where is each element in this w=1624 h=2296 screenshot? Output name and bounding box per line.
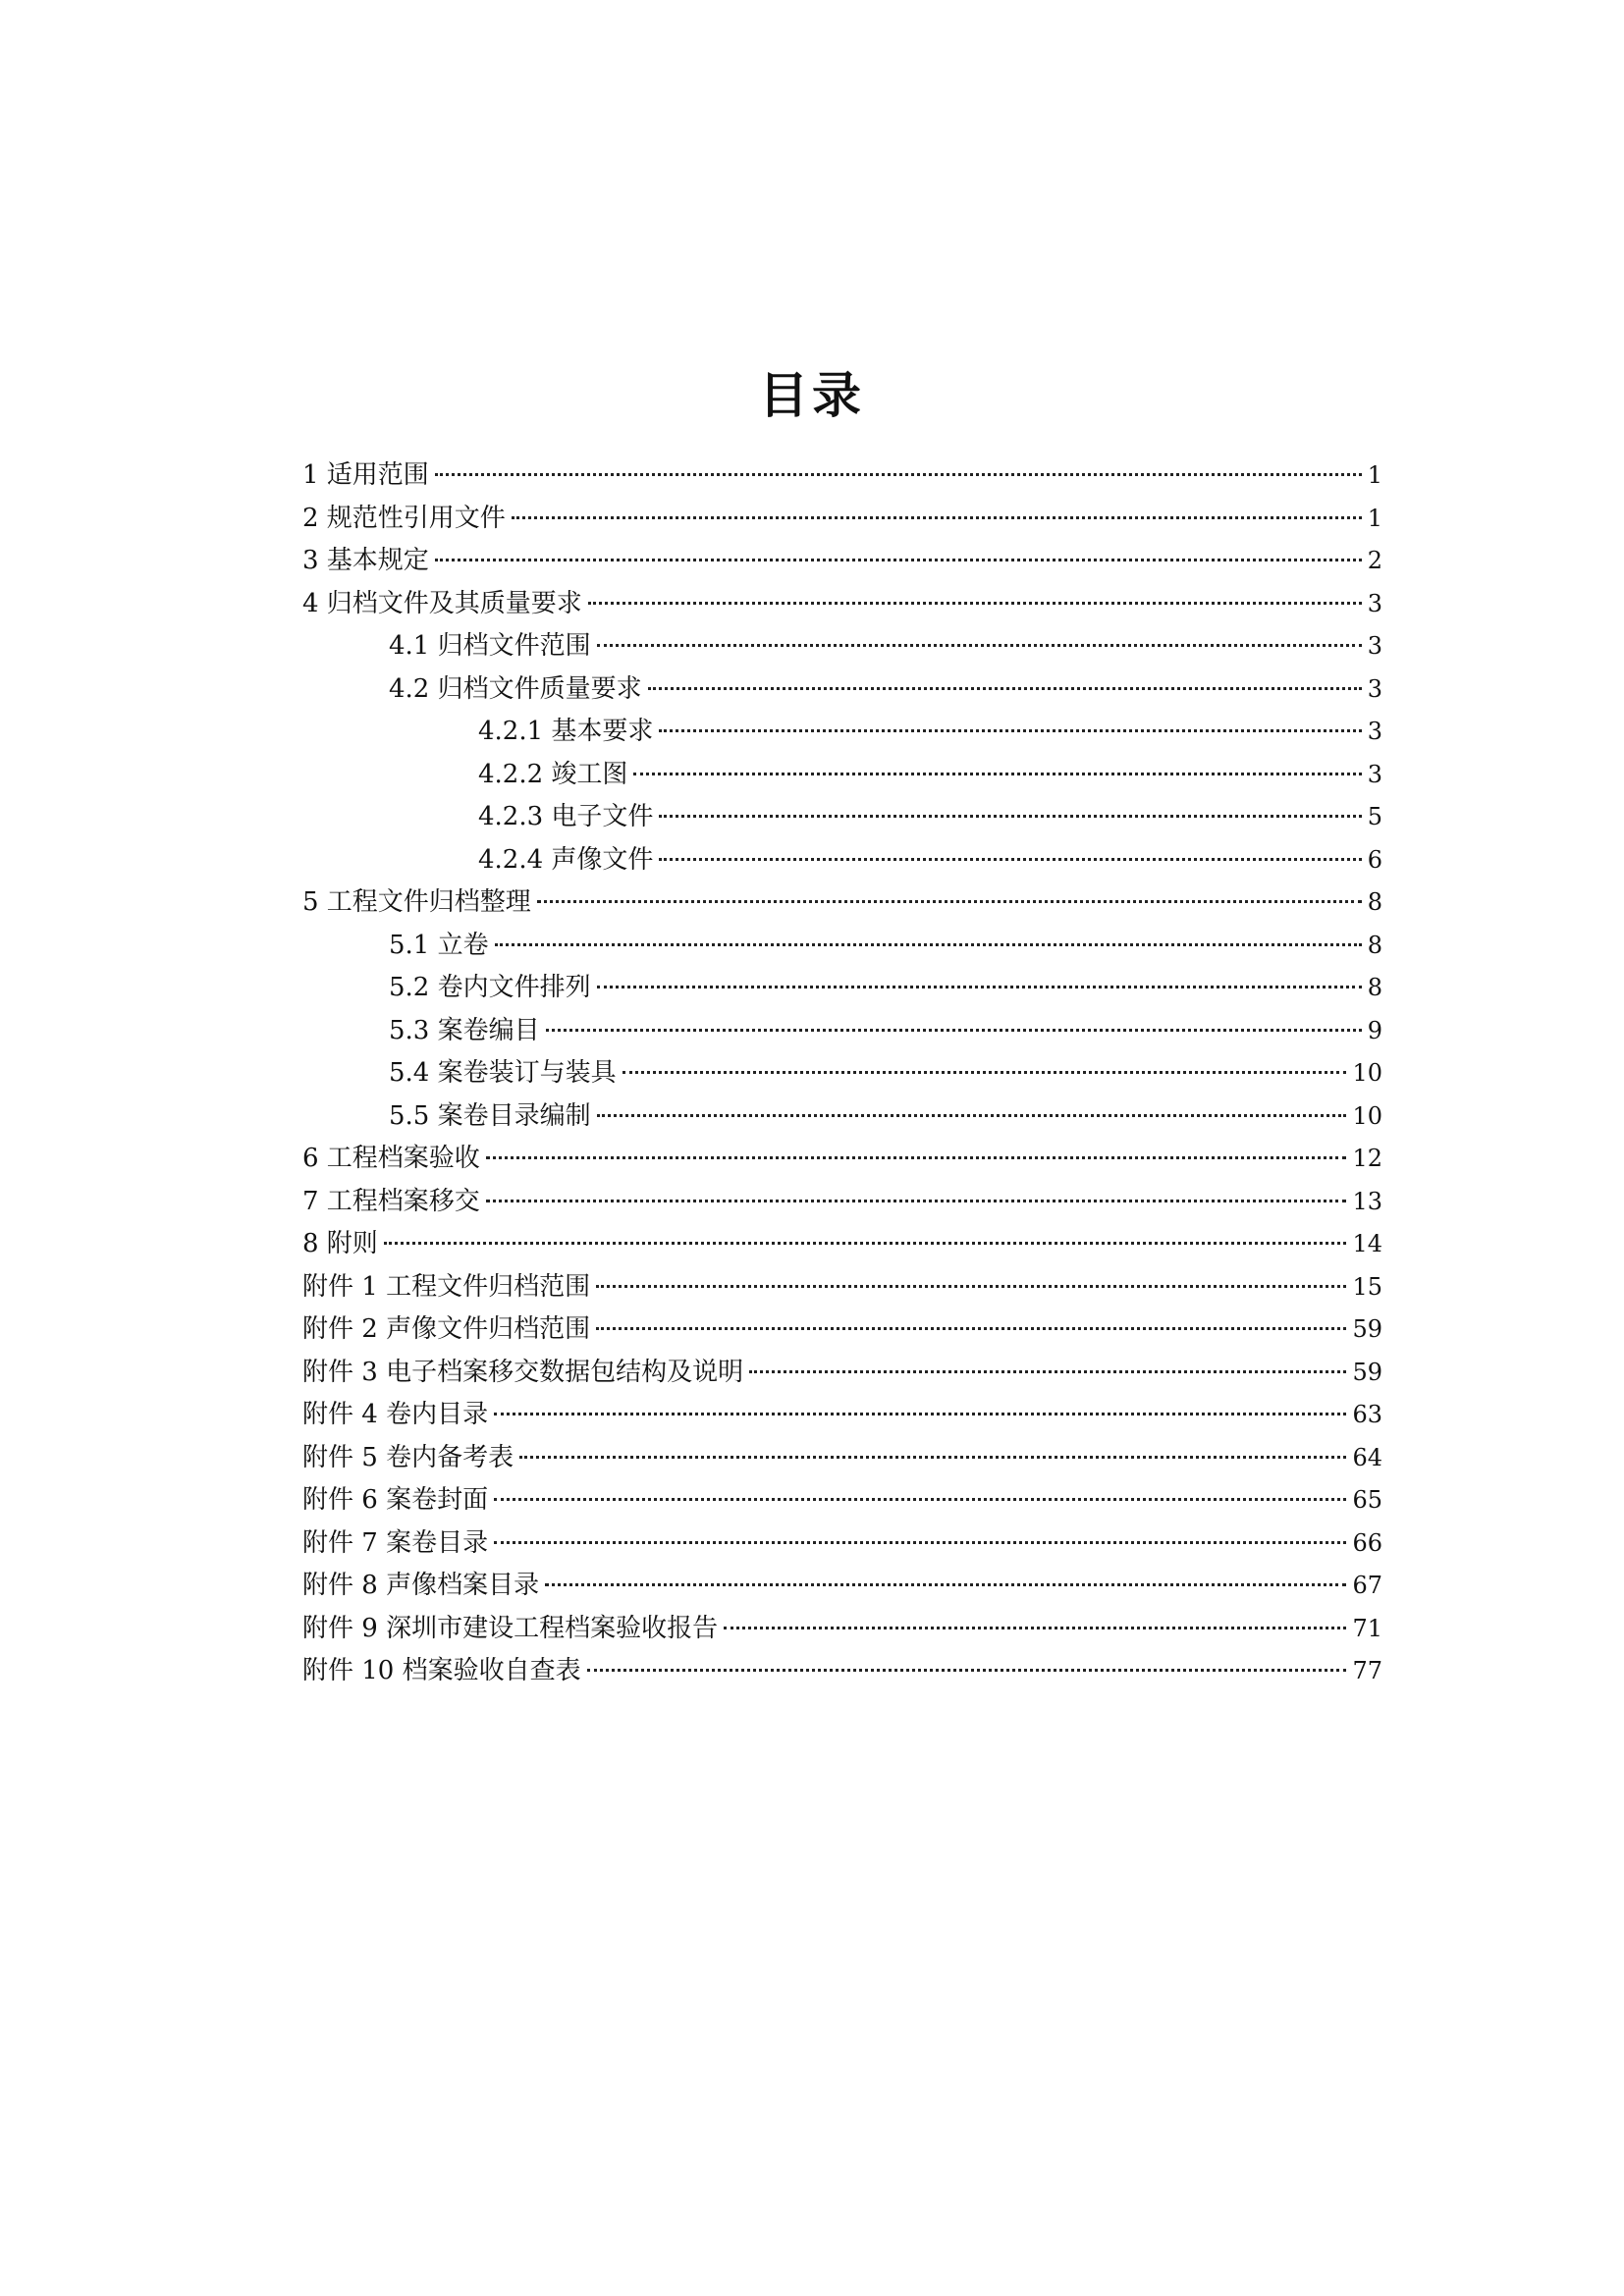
toc-entry-label: 附件 9 深圳市建设工程档案验收报告 xyxy=(302,1613,719,1643)
toc-dot-leader xyxy=(597,644,1362,647)
toc-entry[interactable] xyxy=(302,1437,1382,1480)
toc-entry[interactable] xyxy=(302,1608,1382,1651)
toc-entry-page-number: 65 xyxy=(1352,1486,1382,1514)
toc-entry-page-number: 3 xyxy=(1367,674,1382,703)
toc-entry-label: 附件 6 案卷封面 xyxy=(302,1485,489,1515)
toc-entry-page-number: 3 xyxy=(1367,632,1382,660)
toc-entry[interactable] xyxy=(302,839,1382,882)
toc-entry-label: 5.4 案卷装订与装具 xyxy=(389,1058,617,1088)
toc-entry[interactable] xyxy=(302,754,1382,797)
toc-entry-page-number: 8 xyxy=(1367,931,1382,959)
toc-dot-leader xyxy=(659,858,1361,861)
toc-entry-label: 附件 4 卷内目录 xyxy=(302,1400,489,1429)
toc-dot-leader xyxy=(545,1583,1346,1586)
toc-dot-leader xyxy=(648,687,1362,690)
toc-entry-page-number: 77 xyxy=(1352,1657,1382,1684)
toc-entry[interactable] xyxy=(302,1010,1382,1053)
toc-dot-leader xyxy=(512,516,1362,519)
toc-entry-page-number: 59 xyxy=(1352,1358,1382,1386)
toc-entry-label: 5.3 案卷编目 xyxy=(389,1015,540,1045)
toc-entry[interactable] xyxy=(302,625,1382,668)
toc-entry-page-number: 6 xyxy=(1367,845,1382,874)
toc-entry-label: 5 工程文件归档整理 xyxy=(302,887,531,917)
toc-entry-label: 6 工程档案验收 xyxy=(302,1144,480,1173)
toc-dot-leader xyxy=(724,1627,1346,1629)
toc-entry-page-number: 59 xyxy=(1352,1315,1382,1343)
toc-dot-leader xyxy=(623,1071,1347,1074)
toc-entry-page-number: 67 xyxy=(1352,1572,1382,1599)
toc-entry-page-number: 3 xyxy=(1367,760,1382,788)
toc-dot-leader xyxy=(749,1370,1346,1373)
toc-entry-page-number: 15 xyxy=(1352,1272,1382,1301)
toc-entry[interactable] xyxy=(302,540,1382,583)
toc-dot-leader xyxy=(435,559,1362,561)
toc-entry-page-number: 3 xyxy=(1367,718,1382,745)
toc-entry-label: 5.5 案卷目录编制 xyxy=(389,1100,591,1131)
toc-entry-label: 2 规范性引用文件 xyxy=(302,503,506,533)
toc-entry-page-number: 8 xyxy=(1367,974,1382,1001)
toc-entry-page-number: 3 xyxy=(1367,589,1382,617)
toc-entry-label: 附件 3 电子档案移交数据包结构及说明 xyxy=(302,1357,744,1387)
toc-entry-label: 7 工程档案移交 xyxy=(302,1186,480,1216)
toc-entry-label: 附件 7 案卷目录 xyxy=(302,1527,489,1558)
toc-entry[interactable] xyxy=(302,1266,1382,1309)
toc-entry-label: 4.2.2 竣工图 xyxy=(478,759,628,789)
toc-dot-leader xyxy=(495,943,1362,946)
toc-dot-leader xyxy=(596,1327,1346,1330)
toc-entry-label: 4.2.4 声像文件 xyxy=(478,844,654,875)
toc-dot-leader xyxy=(633,773,1361,775)
toc-entry[interactable] xyxy=(302,1181,1382,1224)
toc-entry-page-number: 71 xyxy=(1352,1614,1382,1642)
toc-entry[interactable] xyxy=(302,711,1382,754)
toc-entry-page-number: 66 xyxy=(1352,1528,1382,1557)
toc-entry[interactable] xyxy=(302,881,1382,925)
toc-dot-leader xyxy=(435,473,1362,476)
toc-entry[interactable] xyxy=(302,1565,1382,1608)
toc-entry-label: 附件 1 工程文件归档范围 xyxy=(302,1271,591,1302)
toc-entry[interactable] xyxy=(302,668,1382,712)
toc-entry[interactable] xyxy=(302,1522,1382,1566)
toc-entry-page-number: 14 xyxy=(1352,1230,1382,1257)
toc-dot-leader xyxy=(588,602,1362,605)
toc-entry-label: 8 附则 xyxy=(302,1229,378,1258)
toc-entry[interactable] xyxy=(302,1650,1382,1693)
toc-entry-page-number: 9 xyxy=(1367,1016,1382,1044)
toc-entry-label: 1 适用范围 xyxy=(302,460,429,490)
toc-entry-page-number: 64 xyxy=(1352,1443,1382,1471)
toc-entry[interactable] xyxy=(302,1308,1382,1352)
toc-dot-leader xyxy=(587,1669,1347,1672)
toc-entry-label: 4.2.3 电子文件 xyxy=(478,802,654,831)
toc-entry-label: 附件 5 卷内备考表 xyxy=(302,1442,514,1472)
toc-dot-leader xyxy=(546,1029,1362,1032)
toc-entry-label: 4.1 归档文件范围 xyxy=(389,631,591,661)
toc-entry-page-number: 1 xyxy=(1367,504,1382,532)
toc-entry-label: 4.2.1 基本要求 xyxy=(478,717,654,746)
toc-dot-leader xyxy=(597,1114,1347,1117)
toc-entry-page-number: 1 xyxy=(1367,461,1382,489)
toc-entry[interactable] xyxy=(302,796,1382,839)
toc-entry-label: 附件 8 声像档案目录 xyxy=(302,1571,540,1600)
toc-entry[interactable] xyxy=(302,498,1382,541)
toc-entry-page-number: 10 xyxy=(1352,1101,1382,1130)
toc-dot-leader xyxy=(486,1156,1347,1159)
toc-dot-leader xyxy=(494,1541,1346,1544)
toc-entry-label: 附件 2 声像文件归档范围 xyxy=(302,1314,591,1344)
toc-entry-label: 5.2 卷内文件排列 xyxy=(389,973,591,1002)
toc-entry[interactable] xyxy=(302,1095,1382,1139)
toc-dot-leader xyxy=(494,1498,1346,1501)
toc-dot-leader xyxy=(486,1200,1347,1202)
toc-entry[interactable] xyxy=(302,925,1382,968)
toc-dot-leader xyxy=(519,1456,1346,1459)
toc-entry[interactable] xyxy=(302,583,1382,626)
toc-entry[interactable] xyxy=(302,1394,1382,1437)
toc-entry-label: 5.1 立卷 xyxy=(389,930,489,960)
toc-entry-label: 3 基本规定 xyxy=(302,546,429,575)
toc-dot-leader xyxy=(384,1242,1347,1245)
toc-dot-leader xyxy=(659,815,1361,818)
toc-dot-leader xyxy=(597,986,1362,988)
toc-entry-page-number: 2 xyxy=(1367,547,1382,574)
toc-entry-page-number: 10 xyxy=(1352,1059,1382,1087)
toc-entry-page-number: 8 xyxy=(1367,888,1382,916)
toc-entry[interactable] xyxy=(302,454,1382,498)
toc-entry[interactable] xyxy=(302,1052,1382,1095)
toc-entry-page-number: 13 xyxy=(1352,1187,1382,1215)
toc-entry[interactable] xyxy=(302,1352,1382,1395)
toc-dot-leader xyxy=(596,1285,1346,1288)
toc-entry-page-number: 5 xyxy=(1367,803,1382,830)
toc-entry[interactable] xyxy=(302,967,1382,1010)
toc-entry[interactable] xyxy=(302,1138,1382,1181)
page-title: 目录 xyxy=(759,366,865,424)
toc-dot-leader xyxy=(537,900,1362,903)
table-of-contents xyxy=(302,454,1382,1693)
toc-entry-page-number: 12 xyxy=(1352,1145,1382,1172)
toc-entry[interactable] xyxy=(302,1223,1382,1266)
toc-entry-label: 4.2 归档文件质量要求 xyxy=(389,673,642,704)
toc-dot-leader xyxy=(659,729,1361,732)
toc-dot-leader xyxy=(494,1413,1346,1415)
toc-entry-label: 附件 10 档案验收自查表 xyxy=(302,1656,581,1685)
toc-entry-label: 4 归档文件及其质量要求 xyxy=(302,588,582,618)
toc-entry[interactable] xyxy=(302,1479,1382,1522)
toc-entry-page-number: 63 xyxy=(1352,1401,1382,1428)
